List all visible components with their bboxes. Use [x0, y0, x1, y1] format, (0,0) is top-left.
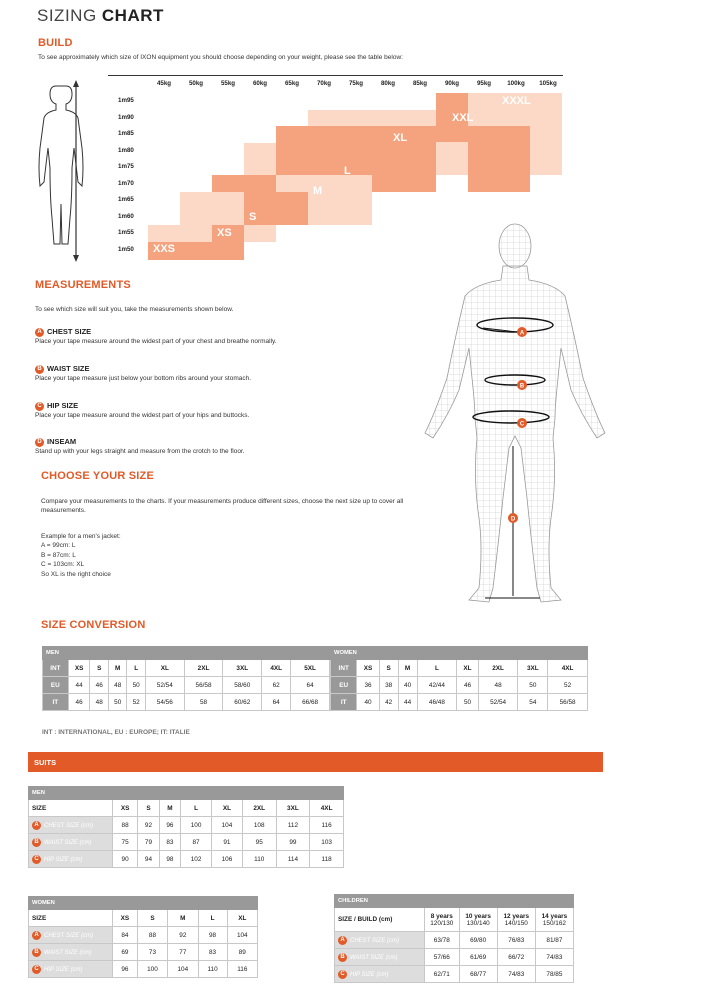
table-cell: M [398, 660, 417, 677]
table-header-row [335, 908, 574, 932]
table-cell: 68/77 [459, 966, 497, 983]
body-silhouette-icon [34, 78, 94, 268]
suits-men-label: MEN [29, 787, 344, 800]
badge-icon: C [32, 965, 41, 974]
table-cell: 42/44 [417, 677, 457, 694]
build-intro: To see approximately which size of IXON equipment you should choose depending on your weight, please see the table below: [38, 54, 403, 61]
men-label: MEN [43, 647, 330, 660]
size-label-xl: XL [393, 132, 408, 144]
height-label: 1m80 [118, 146, 134, 154]
choose-line-1: Compare your measurements to the charts. If your measurements produce different sizes, choose the next size up to cover all [41, 498, 404, 505]
table-cell: 44 [398, 694, 417, 711]
table-cell: 66/72 [497, 949, 535, 966]
build-label: 130/140 [466, 919, 490, 927]
row-label [29, 817, 113, 834]
badge-icon: B [32, 948, 41, 957]
row-header: EU [43, 677, 69, 694]
table-cell: 61/69 [459, 949, 497, 966]
table-cell: 84 [113, 927, 138, 944]
table-cell: 88 [113, 817, 138, 834]
weight-label: 60kg [252, 80, 268, 87]
table-cell: 98 [198, 927, 227, 944]
badge-c-icon: C [35, 402, 44, 411]
table-cell: 88 [137, 927, 167, 944]
table-cell: 48 [478, 677, 518, 694]
weight-label: 80kg [380, 80, 396, 87]
age-label: 10 years [465, 912, 491, 920]
row-label [335, 966, 425, 983]
table-cell: 50 [127, 677, 145, 694]
table-cell: 100 [181, 817, 212, 834]
table-cell: 50 [518, 677, 548, 694]
age-label: 14 years [541, 912, 568, 920]
height-label: 1m65 [118, 196, 134, 203]
column-header: L [198, 910, 227, 927]
size-label-l: L [344, 165, 351, 177]
height-label: 1m50 [118, 245, 134, 253]
weight-label: 45kg [156, 80, 172, 87]
badge-icon: A [32, 931, 41, 940]
size-block-xxl-dark-b [468, 126, 530, 192]
example-line: So XL is the right choice [41, 570, 111, 578]
table-cell: 103 [310, 834, 344, 851]
body-mesh-figure [405, 218, 625, 618]
size-label-xxl: XXL [452, 112, 474, 124]
row-label [29, 834, 113, 851]
table-cell: 3XL [223, 660, 262, 677]
table-cell: 98 [159, 851, 180, 868]
table-cell: 4XL [262, 660, 291, 677]
choose-line-2: measurements. [41, 507, 86, 515]
table-cell: 38 [379, 677, 398, 694]
badge-icon: A [338, 936, 347, 945]
example-line: B = 87cm: L [41, 551, 76, 559]
measure-inseam [35, 437, 245, 456]
table-row [29, 817, 344, 834]
chest-text: Place your tape measure around the widest part of your chest and breathe normally. [35, 337, 277, 345]
table-row [29, 851, 344, 868]
waist-title: WAIST SIZE [47, 364, 90, 373]
table-cell: 74/83 [497, 966, 535, 983]
row-label [335, 949, 425, 966]
table-cell: 3XL [518, 660, 548, 677]
example-line: C = 103cm: XL [41, 561, 85, 569]
suits-bar: SUITS [28, 752, 603, 772]
table-cell: 46 [457, 677, 478, 694]
row-label-text: WAIST SIZE (cm) [44, 949, 92, 956]
table-cell: 74/83 [535, 949, 573, 966]
inseam-title: INSEAM [47, 437, 77, 446]
waist-text: Place your tape measure just below your bottom ribs around your stomach. [35, 374, 252, 382]
table-cell: 104 [168, 961, 198, 978]
badge-icon: B [32, 838, 41, 847]
measure-waist [35, 364, 251, 383]
age-label: 8 years [430, 912, 453, 920]
column-header: SIZE / BUILD (cm) [335, 908, 425, 932]
table-cell: 46 [68, 694, 90, 711]
table-cell: 5XL [291, 660, 330, 677]
column-header [497, 908, 535, 932]
table-cell: 99 [276, 834, 310, 851]
height-label: 1m95 [118, 97, 134, 104]
table-row [43, 694, 330, 711]
table-cell: XL [457, 660, 478, 677]
table-cell: XS [357, 660, 379, 677]
size-block-s-light [180, 192, 244, 225]
conversion-note: INT : INTERNATIONAL, EU : EUROPE; IT: ITALIE [42, 729, 190, 736]
table-cell: 2XL [478, 660, 518, 677]
table-cell: 40 [357, 694, 379, 711]
measurements-intro: To see which size will suit you, take the measurements shown below. [35, 306, 234, 313]
chart-top-line [108, 75, 563, 76]
table-cell: 104 [227, 927, 257, 944]
conversion-men-table [42, 646, 330, 711]
build-heading: BUILD [38, 37, 73, 49]
table-cell: 52/54 [478, 694, 518, 711]
table-cell: L [127, 660, 145, 677]
table-row [29, 961, 258, 978]
table-cell: 42 [379, 694, 398, 711]
badge-icon: B [338, 953, 347, 962]
hip-title: HIP SIZE [47, 401, 79, 410]
table-row [43, 660, 330, 677]
measure-chest [35, 327, 277, 346]
table-cell: 56/58 [548, 694, 588, 711]
svg-text:C: C [519, 421, 525, 428]
row-label [29, 944, 113, 961]
table-cell: 110 [242, 851, 276, 868]
table-cell: XS [68, 660, 90, 677]
column-header: 3XL [276, 800, 310, 817]
women-label: WOMEN [331, 647, 588, 660]
weight-label: 70kg [316, 80, 332, 87]
badge-b-icon: B [35, 365, 44, 374]
conversion-heading: SIZE CONVERSION [41, 619, 146, 631]
table-cell: 83 [159, 834, 180, 851]
row-label-text: HIP SIZE (cm) [350, 971, 389, 978]
table-cell: 69 [113, 944, 138, 961]
weight-label: 65kg [284, 80, 300, 87]
weight-label: 55kg [220, 80, 236, 87]
table-cell: 106 [212, 851, 243, 868]
table-cell: 87 [181, 834, 212, 851]
measurements-heading: MEASUREMENTS [35, 279, 131, 291]
table-cell: 91 [212, 834, 243, 851]
column-header: L [181, 800, 212, 817]
badge-icon: A [32, 821, 41, 830]
table-cell: 92 [168, 927, 198, 944]
table-cell: 64 [262, 694, 291, 711]
weight-label: 105kg [539, 80, 557, 87]
size-label-xxxl: XXXL [502, 95, 531, 107]
table-row [331, 694, 588, 711]
table-cell: 52/54 [145, 677, 184, 694]
column-header: SIZE [29, 910, 113, 927]
size-label-m: M [313, 185, 323, 197]
build-label: 150/162 [542, 919, 566, 927]
table-cell: 52 [548, 677, 588, 694]
table-cell: 95 [242, 834, 276, 851]
row-header: IT [331, 694, 357, 711]
row-label-text: CHEST SIZE (cm) [44, 822, 93, 829]
table-row [331, 660, 588, 677]
measure-hip [35, 401, 249, 420]
svg-text:D: D [510, 516, 516, 523]
conversion-women-table [330, 646, 588, 711]
table-cell: 81/87 [535, 932, 573, 949]
inseam-text: Stand up with your legs straight and measure from the crotch to the floor. [35, 447, 245, 455]
height-label: 1m70 [118, 179, 134, 187]
height-label: 1m90 [118, 113, 134, 121]
row-header: INT [43, 660, 69, 677]
row-label-text: CHEST SIZE (cm) [44, 932, 93, 939]
table-row [29, 834, 344, 851]
suits-women-table [28, 896, 258, 978]
table-row [43, 677, 330, 694]
table-cell: 48 [108, 677, 126, 694]
weight-label: 50kg [188, 80, 204, 87]
table-cell: 79 [138, 834, 159, 851]
table-cell: 89 [227, 944, 257, 961]
row-label [29, 961, 113, 978]
table-cell: 56/58 [184, 677, 223, 694]
table-cell: 44 [68, 677, 90, 694]
size-label-s: S [249, 211, 257, 223]
suits-men-table [28, 786, 344, 868]
table-cell: 90 [113, 851, 138, 868]
column-header: XL [212, 800, 243, 817]
choose-heading: CHOOSE YOUR SIZE [41, 470, 155, 482]
table-cell: 48 [90, 694, 108, 711]
table-cell: 64 [291, 677, 330, 694]
choose-example [41, 532, 121, 579]
table-cell: 46 [90, 677, 108, 694]
height-label: 1m85 [118, 130, 134, 137]
build-label: 120/130 [430, 919, 454, 927]
badge-a-icon: A [35, 328, 44, 337]
table-row [335, 966, 574, 983]
row-label [29, 927, 113, 944]
suits-children-table [334, 894, 574, 983]
table-header-row [29, 910, 258, 927]
table-cell: 62 [262, 677, 291, 694]
svg-text:B: B [519, 383, 525, 390]
table-cell: S [90, 660, 108, 677]
table-cell: 40 [398, 677, 417, 694]
build-label: 140/150 [504, 919, 528, 927]
table-cell: 114 [276, 851, 310, 868]
children-label: CHILDREN [335, 895, 574, 908]
table-cell: 118 [310, 851, 344, 868]
column-header: 4XL [310, 800, 344, 817]
row-label-text: WAIST SIZE (cm) [44, 839, 92, 846]
weight-label: 100kg [507, 80, 525, 87]
table-cell: 62/71 [425, 966, 460, 983]
column-header: M [159, 800, 180, 817]
table-cell: 66/68 [291, 694, 330, 711]
age-label: 12 years [503, 912, 530, 920]
table-cell: 52 [127, 694, 145, 711]
column-header: SIZE [29, 800, 113, 817]
table-cell: 57/66 [425, 949, 460, 966]
badge-icon: C [32, 855, 41, 864]
table-cell: 58 [184, 694, 223, 711]
table-cell: 36 [357, 677, 379, 694]
row-label-text: WAIST SIZE (cm) [350, 954, 398, 961]
row-header: IT [43, 694, 69, 711]
table-cell: 78/85 [535, 966, 573, 983]
suits-women-label: WOMEN [29, 897, 258, 910]
column-header: XL [227, 910, 257, 927]
table-cell: 4XL [548, 660, 588, 677]
table-cell: S [379, 660, 398, 677]
table-cell: 63/78 [425, 932, 460, 949]
weight-label: 90kg [444, 80, 460, 87]
column-header: S [138, 800, 159, 817]
table-cell: 92 [138, 817, 159, 834]
column-header [459, 908, 497, 932]
table-cell: 46/48 [417, 694, 457, 711]
example-line: A = 99cm: L [41, 542, 76, 550]
table-cell: M [108, 660, 126, 677]
table-cell: 2XL [184, 660, 223, 677]
height-label: 1m60 [118, 212, 134, 220]
column-header: XS [113, 910, 138, 927]
row-header: EU [331, 677, 357, 694]
table-cell: 54 [518, 694, 548, 711]
table-cell: 110 [198, 961, 227, 978]
table-cell: 104 [212, 817, 243, 834]
table-cell: 116 [310, 817, 344, 834]
table-cell: 102 [181, 851, 212, 868]
row-label-text: CHEST SIZE (cm) [350, 937, 399, 944]
column-header [535, 908, 573, 932]
table-cell: 96 [159, 817, 180, 834]
weight-label: 85kg [412, 80, 428, 87]
table-cell: 50 [108, 694, 126, 711]
table-row [335, 949, 574, 966]
title-light: SIZING [37, 6, 97, 25]
table-row [29, 944, 258, 961]
table-cell: 112 [276, 817, 310, 834]
height-label: 1m55 [118, 229, 134, 236]
page-title [37, 6, 164, 26]
row-label-text: HIP SIZE (cm) [44, 966, 83, 973]
table-cell: 54/56 [145, 694, 184, 711]
table-cell: 100 [137, 961, 167, 978]
table-cell: 50 [457, 694, 478, 711]
table-cell: L [417, 660, 457, 677]
table-cell: 69/80 [459, 932, 497, 949]
table-cell: 96 [113, 961, 138, 978]
table-cell: 73 [137, 944, 167, 961]
svg-text:A: A [519, 330, 525, 337]
table-cell: 76/83 [497, 932, 535, 949]
column-header: 2XL [242, 800, 276, 817]
badge-d-icon: D [35, 438, 44, 447]
row-header: INT [331, 660, 357, 677]
column-header: S [137, 910, 167, 927]
table-cell: 94 [138, 851, 159, 868]
row-label-text: HIP SIZE (cm) [44, 856, 83, 863]
height-label: 1m75 [118, 163, 134, 170]
column-header: XS [113, 800, 138, 817]
weight-label: 95kg [476, 80, 492, 87]
table-cell: 116 [227, 961, 257, 978]
table-header-row [29, 800, 344, 817]
weight-label: 75kg [348, 80, 364, 87]
table-cell: XL [145, 660, 184, 677]
size-label-xxs: XXS [153, 243, 176, 255]
title-bold: CHART [101, 6, 164, 25]
badge-icon: C [338, 970, 347, 979]
chest-title: CHEST SIZE [47, 327, 92, 336]
example-line: Example for a men's jacket: [41, 533, 121, 540]
row-label [335, 932, 425, 949]
size-block-m-dark [212, 175, 276, 192]
choose-text [41, 497, 403, 516]
column-header: M [168, 910, 198, 927]
table-cell: 60/62 [223, 694, 262, 711]
row-label [29, 851, 113, 868]
hip-text: Place your tape measure around the widest part of your hips and buttocks. [35, 411, 250, 419]
column-header [425, 908, 460, 932]
table-row [29, 927, 258, 944]
table-cell: 83 [198, 944, 227, 961]
size-label-xs: XS [217, 227, 232, 239]
table-cell: 58/60 [223, 677, 262, 694]
table-row [331, 677, 588, 694]
table-row [335, 932, 574, 949]
table-cell: 75 [113, 834, 138, 851]
table-cell: 108 [242, 817, 276, 834]
table-cell: 77 [168, 944, 198, 961]
